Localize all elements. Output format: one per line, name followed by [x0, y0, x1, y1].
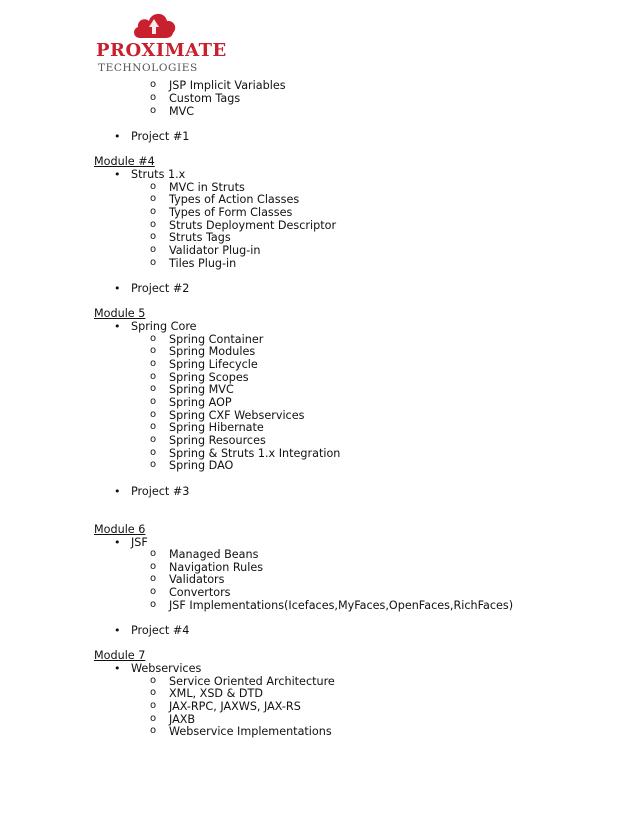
list-item: o Spring Scopes	[169, 371, 249, 385]
list-item: o Custom Tags	[169, 92, 240, 106]
list-item: o JAX-RPC, JAXWS, JAX-RS	[169, 700, 301, 714]
list-item: o Spring AOP	[169, 396, 232, 410]
company-logo	[96, 10, 227, 74]
list-item: o Webservice Implementations	[169, 725, 332, 739]
module-heading: Module 7	[94, 649, 146, 662]
list-item: o Service Oriented Architecture	[169, 675, 335, 689]
cloud-icon	[132, 10, 178, 40]
list-item: o Spring MVC	[169, 383, 234, 397]
logo-subtitle: TECHNOLOGIES	[98, 62, 198, 74]
list-item: o JSP Implicit Variables	[169, 79, 286, 93]
list-item: o Types of Action Classes	[169, 193, 299, 207]
list-item: o Convertors	[169, 586, 231, 600]
project-item: • Project #1	[131, 130, 189, 144]
topic-item: • Webservices	[131, 662, 201, 676]
list-item: o MVC	[169, 105, 194, 119]
project-item: • Project #2	[131, 282, 189, 296]
list-item: o Struts Deployment Descriptor	[169, 219, 336, 233]
module-heading: Module 5	[94, 307, 146, 320]
list-item: o Spring Resources	[169, 434, 266, 448]
list-item: o Spring Modules	[169, 345, 255, 359]
logo-brand: PROXIMATE	[96, 40, 227, 61]
module-heading: Module 6	[94, 523, 146, 536]
topic-item: • Struts 1.x	[131, 168, 185, 182]
list-item: o Spring DAO	[169, 459, 233, 473]
list-item: o Types of Form Classes	[169, 206, 292, 220]
list-item: o Spring CXF Webservices	[169, 409, 304, 423]
module-heading: Module #4	[94, 155, 155, 168]
list-item: o Tiles Plug-in	[169, 257, 236, 271]
list-item: o Spring Lifecycle	[169, 358, 258, 372]
list-item: o Spring & Struts 1.x Integration	[169, 447, 340, 461]
topic-item: • JSF	[131, 536, 148, 550]
list-item: o MVC in Struts	[169, 181, 245, 195]
list-item: o Spring Hibernate	[169, 421, 264, 435]
list-item: o Validator Plug-in	[169, 244, 260, 258]
list-item: o Validators	[169, 573, 224, 587]
list-item: o JAXB	[169, 713, 195, 727]
list-item: o Struts Tags	[169, 231, 231, 245]
topic-item: • Spring Core	[131, 320, 197, 334]
project-item: • Project #3	[131, 485, 189, 499]
list-item: o XML, XSD & DTD	[169, 687, 263, 701]
list-item: o Navigation Rules	[169, 561, 263, 575]
list-item: o Managed Beans	[169, 548, 258, 562]
list-item: o JSF Implementations(Icefaces,MyFaces,OpenFaces,RichFaces)	[169, 599, 513, 613]
list-item: o Spring Container	[169, 333, 263, 347]
project-item: • Project #4	[131, 624, 189, 638]
